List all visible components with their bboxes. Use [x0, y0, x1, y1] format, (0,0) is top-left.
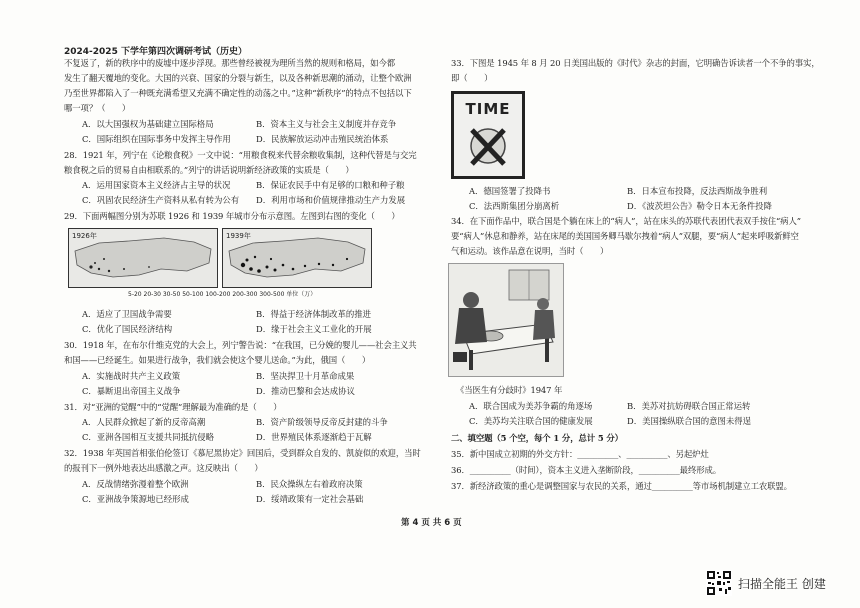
q28-line-1: 28．1921 年，列宁在《论粮食税》一文中说：“用粮食税来代替余粮收集制，这种代替是与交完 — [64, 150, 417, 160]
q33-line-1: 33．下图是 1945 年 8 月 20 日美国出版的《时代》杂志的封面，它明确告诉读者一个不争的事实， — [451, 58, 820, 68]
time-magazine-cover — [451, 91, 525, 179]
q27-option-c: C．国际组织在国际事务中发挥主导作用 — [82, 134, 231, 144]
q33-option-d: D．《波茨坦公告》勒令日本无条件投降 — [627, 201, 772, 211]
map-1939-shape — [223, 229, 371, 287]
q30-option-a: A．实施战时共产主义政策 — [82, 371, 181, 381]
q35-text: 35．新中国成立初期的外交方针：__________、__________、另起炉灶 — [451, 449, 709, 459]
q34-line-3: 气和运动。该作品意在说明，当时（ ） — [451, 246, 609, 256]
q36-text: 36．__________（时间），资本主义进入垄断阶段，__________最终形成。 — [451, 465, 722, 475]
q28-line-2: 粮食税之后的贸易自由相联系的。”列宁的讲话说明新经济政策的实质是（ ） — [64, 165, 354, 175]
q27-line-1: 不复返了，新的秩序中的废墟中逐步浮现。那些曾经被视为理所当然的规则和格局，如今都 — [64, 58, 395, 68]
scanner-watermark — [706, 568, 846, 598]
q34-option-a: A．联合国成为美苏争霸的角逐场 — [469, 401, 593, 411]
map-legend: 5-20 20-30 30-50 50-100 100-200 200-300 300-500 单位（万） — [128, 291, 317, 298]
q33-option-c: C．法西斯集团分崩离析 — [469, 201, 560, 211]
q28-option-a: A．运用国家资本主义经济占主导的状况 — [82, 180, 231, 190]
q34-option-c: C．美苏均关注联合国的健康发展 — [469, 416, 593, 426]
q30-option-b: B．坚决捍卫十月革命成果 — [256, 371, 355, 381]
q32-line-2: 的报刊下一例外地表达出感激之声。这反映出（ ） — [64, 463, 263, 473]
q27-line-3: 乃至世界都陷入了一种既充满希望又充满不确定性的动荡之中。”这种“新秩序”的特点不包括以下 — [64, 88, 412, 98]
map-1926-shape — [69, 229, 217, 287]
q28-option-d: D．利用市场和价值规律推动生产力发展 — [256, 195, 406, 205]
q31-option-c: C．亚洲各国相互支援共同抵抗侵略 — [82, 432, 215, 442]
q34-caption: 《当医生有分歧时》1947 年 — [456, 385, 563, 395]
q31-option-d: D．世界殖民体系逐渐趋于瓦解 — [256, 432, 372, 442]
q27-option-a: A．以大国强权为基础建立国际格局 — [82, 119, 214, 129]
q32-option-a: A．反战情绪弥漫着整个欧洲 — [82, 479, 189, 489]
cartoon-illustration — [449, 264, 563, 376]
scanner-brand-text: 扫描全能王 创建 — [738, 577, 826, 591]
q30-line-2: 和国——已经诞生。如果进行战争，我们就会使这个婴儿送命。”为此，俄国（ ） — [64, 355, 371, 365]
q29-option-d: D．缘于社会主义工业化的开展 — [256, 324, 372, 334]
q34-line-2: 要“病人”休息和静养，站在床尾的美国国务卿马歇尔拽着“病人”双腿，要“病人”起来呼吸新鲜空 — [451, 231, 799, 241]
q28-option-b: B．保证农民手中有足够的口粮和种子粮 — [256, 180, 405, 190]
q32-option-c: C．亚洲战争策源地已经形成 — [82, 494, 189, 504]
q29-line-1: 29．下面两幅图分别为苏联 1926 和 1939 年城市分布示意图。左图到右图的变化（ ） — [64, 211, 400, 221]
q34-option-b: B．美苏对抗妨碍联合国正常运转 — [627, 401, 751, 411]
q37-text: 37．新经济政策的重心是调整国家与农民的关系，通过__________等市场机制建立工农联盟。 — [451, 481, 792, 491]
q32-option-b: B．民众操纵左右着政府决策 — [256, 479, 363, 489]
q30-line-1: 30．1918 年，在布尔什维克党的大会上，列宁警告说：“在我国，已分娩的婴儿——社会主义共 — [64, 340, 417, 350]
q31-option-a: A．人民群众掀起了新的反帝高潮 — [82, 417, 206, 427]
q27-line-4: 哪一项？（ ） — [64, 103, 131, 113]
q27-option-b: B．资本主义与社会主义制度并存竞争 — [256, 119, 397, 129]
q29-option-b: B．得益于经济体制改革的推进 — [256, 309, 372, 319]
exam-title: 2024-2025 下学年第四次调研考试（历史） — [64, 47, 247, 57]
q34-line-1: 34．在下面作品中，联合国是个躺在床上的“病人”，站在床头的苏联代表团代表双手按住“病人” — [451, 216, 801, 226]
map-1926-label: 1926年 — [72, 232, 97, 240]
q29-option-a: A．适应了卫国战争需要 — [82, 309, 172, 319]
q33-option-b: B．日本宣布投降，反法西斯战争胜利 — [627, 186, 768, 196]
q30-option-c: C．暴断退出帝国主义战争 — [82, 386, 181, 396]
q28-option-c: C．巩固农民经济生产资料从私有转为公有 — [82, 195, 240, 205]
page-number: 第 4 页 共 6 页 — [401, 518, 462, 528]
q30-option-d: D．推动巴黎和会达成协议 — [256, 386, 355, 396]
map-1939-label: 1939年 — [226, 232, 251, 240]
cartoon-doctors-disagree — [448, 263, 564, 377]
q27-line-2: 发生了翻天覆地的变化。大国的兴衰、国家的分裂与新生，以及各种新思潮的涌动，让整个欧洲 — [64, 73, 412, 83]
q33-line-2: 即（ ） — [451, 73, 493, 83]
q31-line-1: 31．对“亚洲的觉醒”中的“觉醒”理解最为准确的是（ ） — [64, 402, 282, 412]
time-cover-x-icon — [454, 94, 522, 176]
map-1939 — [222, 228, 372, 288]
qr-code-icon — [706, 570, 732, 596]
q27-option-d: D．民族解放运动冲击殖民统治体系 — [256, 134, 389, 144]
q33-option-a: A．德国签署了投降书 — [469, 186, 551, 196]
fill-in-section-title: 二、填空题（5 个空，每个 1 分，总计 5 分） — [451, 433, 623, 443]
q29-option-c: C．优化了国民经济结构 — [82, 324, 173, 334]
q32-line-1: 32．1938 年英国首相张伯伦签订《慕尼黑协定》回国后，受到群众自发的、凯旋似的欢迎，当时 — [64, 448, 421, 458]
time-cover-title: TIME — [465, 100, 511, 118]
q32-option-d: D．绥靖政策有一定社会基础 — [256, 494, 364, 504]
q31-option-b: B．资产阶级领导反帝反封建的斗争 — [256, 417, 388, 427]
map-1926 — [68, 228, 218, 288]
q34-option-d: D．美国操纵联合国的意图未得逞 — [627, 416, 751, 426]
